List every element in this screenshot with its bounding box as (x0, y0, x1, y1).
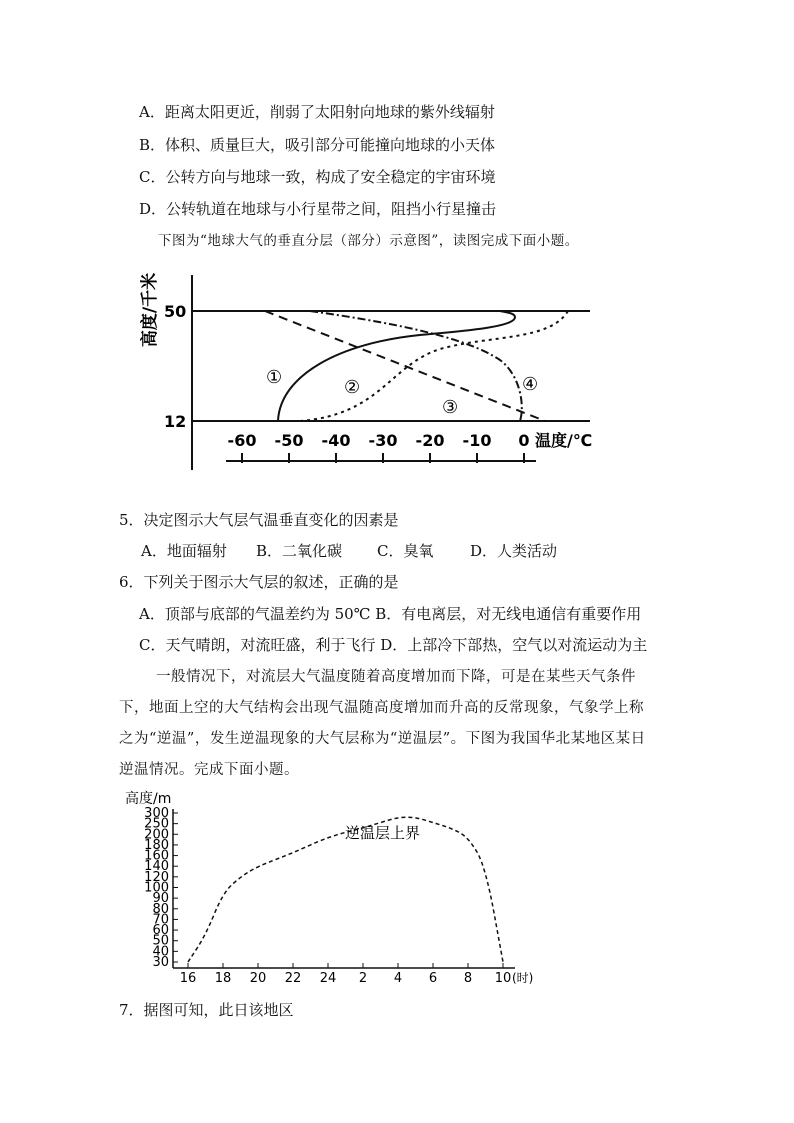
atmosphere-layer-diagram (120, 265, 600, 480)
fig1-x-tick-3: -30 (368, 431, 398, 450)
chart-ytick-6: 120 (144, 869, 169, 885)
chart-xtick-1: 18 (214, 971, 232, 986)
fig1-x-tick-labels (228, 431, 530, 450)
chart-ytick-3: 180 (144, 837, 169, 853)
fig1-ylabel (139, 273, 160, 347)
q6-stem: 6．下列关于图示大气层的叙述，正确的是 (119, 573, 399, 591)
chart-ytick-9: 80 (152, 901, 169, 917)
chart-xtick-4: 24 (319, 971, 337, 986)
q5-option-d: D．人类活动 (470, 542, 558, 560)
chart-ytick-2: 200 (144, 827, 169, 843)
chart-xtick-0: 16 (179, 971, 197, 986)
q6-options-line-2: C．天气晴朗，对流旺盛，利于飞行 D．上部冷下部热，空气以对流运动为主 (139, 636, 648, 654)
fig1-ytick-12: 12 (164, 412, 187, 431)
chart-xtick-2: 20 (249, 971, 267, 986)
curve-1 (278, 311, 515, 421)
q5-option-a: A．地面辐射 (141, 542, 227, 560)
fig1-xlabel: 温度/℃ (535, 431, 593, 450)
inversion-layer-chart (120, 785, 560, 990)
intro-2-line-3: 之为“逆温”，发生逆温现象的大气层称为“逆温层”。下图为我国华北某地区某日 (119, 731, 646, 747)
q5-stem: 5．决定图示大气层气温垂直变化的因素是 (119, 511, 399, 529)
chart-ytick-13: 40 (152, 944, 169, 960)
chart-x-ticks (180, 963, 512, 986)
intro-figure-1: 下图为“地球大气的垂直分层（部分）示意图”，读图完成下面小题。 (158, 233, 579, 249)
chart-ytick-4: 160 (144, 848, 169, 864)
curve-label-2: ② (344, 377, 361, 398)
chart-ytick-11: 60 (152, 923, 169, 939)
curve-label-3: ③ (442, 397, 459, 418)
curve-label-4: ④ (522, 374, 539, 395)
intro-2-line-2: 下，地面上空的大气结构会出现气温随高度增加而升高的反常现象，气象学上称 (119, 700, 644, 716)
fig1-x-tick-2: -40 (321, 431, 351, 450)
chart-ylabel: 高度/m (125, 791, 172, 807)
q7-stem: 7．据图可知，此日该地区 (119, 1001, 294, 1019)
fig1-x-tick-1: -50 (274, 431, 304, 450)
chart-ytick-10: 70 (152, 912, 169, 928)
fig1-x-tick-0: -60 (227, 431, 257, 450)
q4-option-b: B．体积、质量巨大，吸引部分可能撞向地球的小天体 (139, 136, 496, 154)
chart-ytick-14: 30 (152, 955, 169, 970)
svg-text:高度/千米: 高度/千米 (140, 272, 160, 348)
q4-option-d: D．公转轨道在地球与小行星带之间，阻挡小行星撞击 (139, 200, 497, 218)
chart-xtick-5: 2 (358, 971, 368, 986)
q4-option-a: A．距离太阳更近，削弱了太阳射向地球的紫外线辐射 (139, 103, 495, 121)
fig1-x-tick-6: 0 (518, 431, 530, 450)
chart-ytick-8: 90 (152, 891, 169, 907)
fig1-ytick-50: 50 (164, 302, 187, 321)
q5-option-c: C．臭氧 (377, 542, 434, 560)
chart-ytick-1: 250 (144, 816, 169, 832)
curve-2 (300, 311, 568, 421)
chart-xtick-9: 10 (494, 971, 512, 986)
fig1-x-tick-4: -20 (415, 431, 445, 450)
chart-annotation: 逆温层上界 (345, 824, 421, 842)
chart-ytick-12: 50 (152, 933, 169, 949)
chart-ytick-7: 100 (144, 880, 169, 896)
fig1-x-tick-5: -10 (462, 431, 492, 450)
chart-x-unit: (时) (512, 971, 534, 985)
chart-ytick-5: 140 (144, 859, 169, 875)
chart-xtick-8: 8 (463, 971, 473, 986)
intro-2-line-1: 一般情况下，对流层大气温度随着高度增加而下降，可是在某些天气条件 (156, 669, 636, 685)
chart-xtick-3: 22 (284, 971, 302, 986)
curve-label-1: ① (266, 367, 283, 388)
intro-2-line-4: 逆温情况。完成下面小题。 (119, 762, 299, 778)
q6-options-line-1: A．顶部与底部的气温差约为 50℃ B．有电离层，对无线电通信有重要作用 (139, 605, 642, 623)
chart-ytick-0: 300 (144, 806, 169, 821)
q5-option-b: B．二氧化碳 (256, 542, 343, 560)
q4-option-c: C．公转方向与地球一致，构成了安全稳定的宇宙环境 (139, 168, 496, 186)
chart-xtick-7: 6 (428, 971, 438, 986)
chart-xtick-6: 4 (393, 971, 403, 986)
